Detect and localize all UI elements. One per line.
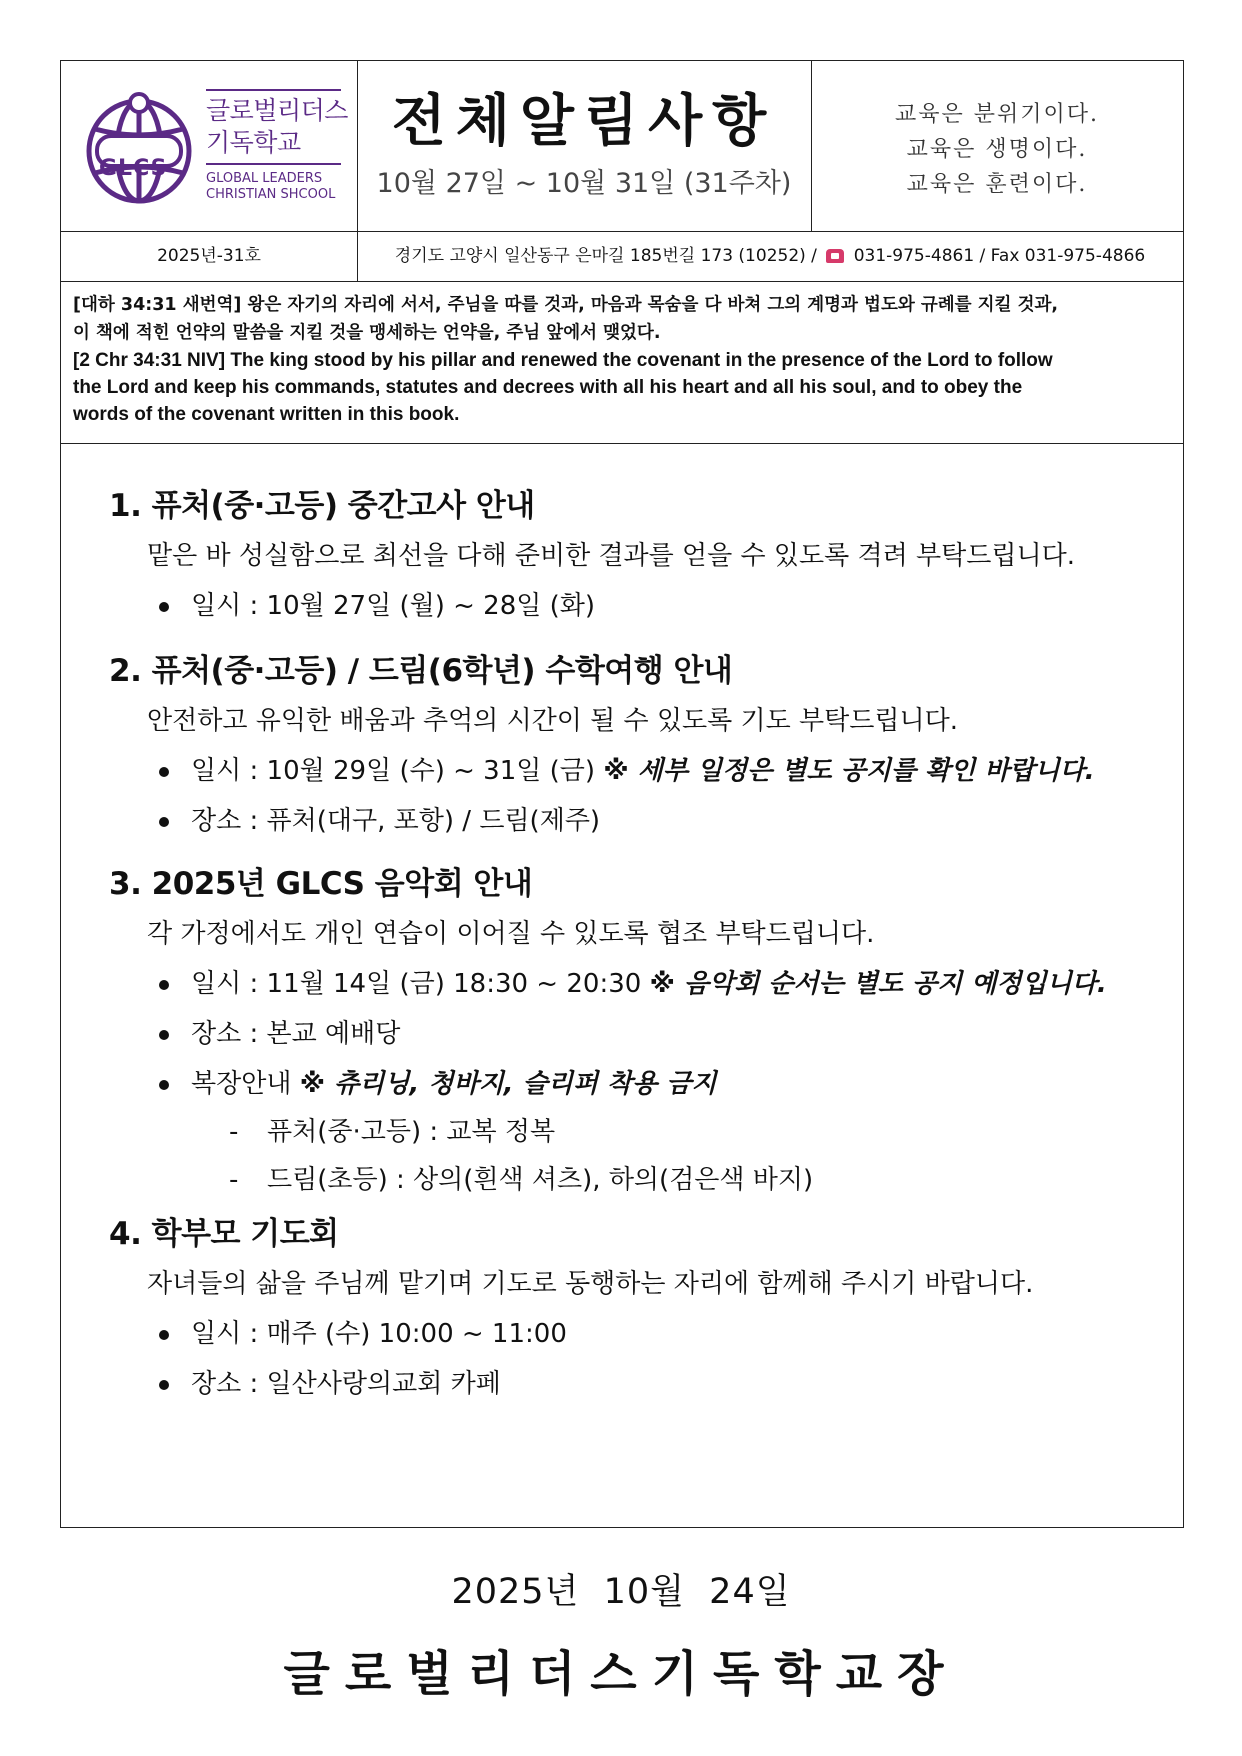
issue-date: 2025년 10월 24일 <box>451 1572 791 1612</box>
bullet-item <box>191 1066 1107 1102</box>
bullet-list <box>109 966 1107 1198</box>
motto-cell <box>811 61 1183 231</box>
bullet-note: ※ 세부 일정은 별도 공지를 확인 바랍니다. <box>603 756 1095 786</box>
bullet-text: 장소 : 본교 예배당 <box>191 1019 401 1049</box>
bullet-text: 일시 : 매주 (수) 10:00 ~ 11:00 <box>191 1319 567 1349</box>
logo-divider <box>206 163 341 165</box>
bullet-text: 복장안내 <box>191 1069 300 1099</box>
bullet-item <box>191 1366 1033 1402</box>
verse-ko-2: 이 책에 적힌 언약의 말씀을 지킬 것을 맹세하는 언약을, 주님 앞에서 맺었다. <box>73 323 661 343</box>
notice-frame <box>60 60 1184 1528</box>
header-row <box>61 61 1183 232</box>
section-title: 3. 2025년 GLCS 음악회 안내 <box>109 866 533 902</box>
signature: 글로벌리더스기독학교장 <box>283 1646 959 1702</box>
logo-cell <box>61 61 358 231</box>
bullet-item <box>191 1316 1033 1352</box>
bullet-text: 일시 : 10월 27일 (월) ~ 28일 (화) <box>191 591 596 621</box>
bullet-item <box>191 1016 1107 1052</box>
issue-number: 2025년-31호 <box>61 231 358 281</box>
logo-abbr: GLCS <box>99 156 168 181</box>
page-title: 전체알림사항 <box>391 89 777 154</box>
verse-ko-1: [대하 34:31 새번역] 왕은 자기의 자리에 서서, 주님을 따를 것과, 마음과 목숨을 다 바쳐 그의 계명과 법도와 규례를 지킬 것과, <box>73 295 1059 315</box>
logo-name-ko-1: 글로벌리더스 <box>206 96 348 125</box>
bullet-item <box>191 753 1095 789</box>
bullet-text: 장소 : 퓨처(대구, 포항) / 드림(제주) <box>191 806 601 836</box>
section-3 <box>109 864 1107 1198</box>
verse-en-1: [2 Chr 34:31 NIV] The king stood by his pillar and renewed the covenant in the presence of the Lord to follow <box>73 350 1053 371</box>
contact-text: 031-975-4861 / Fax 031-975-4866 <box>853 246 1146 266</box>
bullet-text: 일시 : 10월 29일 (수) ~ 31일 (금) <box>191 756 604 786</box>
address-cell <box>357 231 1183 281</box>
bullet-item <box>191 966 1107 1002</box>
motto <box>811 97 1183 202</box>
verse-en-3: words of the covenant written in this book. <box>73 404 460 425</box>
logo-text <box>206 95 348 203</box>
section-desc: 자녀들의 삶을 주님께 맡기며 기도로 동행하는 자리에 함께해 주시기 바랍니다. <box>147 1269 1034 1299</box>
logo-top-rule <box>206 89 341 91</box>
bullet-note: ※ 음악회 순서는 별도 공지 예정입니다. <box>649 969 1107 999</box>
bullet-item <box>191 803 1095 839</box>
verse-box <box>61 281 1183 444</box>
dash-item: - 퓨처(중·고등) : 교복 정복 <box>267 1114 1107 1150</box>
bullet-list <box>109 753 1095 839</box>
logo-name-en-2: CHRISTIAN SHCOOL <box>206 187 336 202</box>
bullet-list <box>109 1316 1033 1402</box>
logo-name-ko-2: 기독학교 <box>206 128 301 157</box>
dash-item: - 드림(초등) : 상의(흰색 셔츠), 하의(검은색 바지) <box>267 1162 1107 1198</box>
section-title: 4. 학부모 기도회 <box>109 1216 339 1252</box>
address-text: 경기도 고양시 일산동구 은마길 185번길 173 (10252) / <box>394 246 817 266</box>
bullet-text: 일시 : 11월 14일 (금) 18:30 ~ 20:30 <box>191 969 650 999</box>
section-4 <box>109 1214 1033 1402</box>
motto-line-3: 교육은 훈련이다. <box>906 172 1088 197</box>
bullet-list <box>109 588 1075 624</box>
phone-icon <box>826 249 844 263</box>
bullet-note: ※ 츄리닝, 청바지, 슬리퍼 착용 금지 <box>299 1069 717 1099</box>
section-desc: 각 가정에서도 개인 연습이 이어질 수 있도록 협조 부탁드립니다. <box>147 919 875 949</box>
section-desc: 맡은 바 성실함으로 최선을 다해 준비한 결과를 얻을 수 있도록 격려 부탁드립니다. <box>147 541 1076 571</box>
bullet-text: 장소 : 일산사랑의교회 카페 <box>191 1369 501 1399</box>
info-row <box>61 231 1183 282</box>
section-desc: 안전하고 유익한 배움과 추억의 시간이 될 수 있도록 기도 부탁드립니다. <box>147 706 959 736</box>
bullet-item <box>191 588 1075 624</box>
motto-line-1: 교육은 분위기이다. <box>894 102 1099 127</box>
section-title: 1. 퓨처(중·고등) 중간고사 안내 <box>109 488 535 524</box>
title-cell <box>357 61 812 231</box>
globe-logo-icon <box>79 89 199 209</box>
page-subtitle: 10월 27일 ~ 10월 31일 (31주차) <box>376 168 792 199</box>
section-title: 2. 퓨처(중·고등) / 드림(6학년) 수학여행 안내 <box>109 653 733 689</box>
logo-name-en-1: GLOBAL LEADERS <box>206 171 323 186</box>
motto-line-2: 교육은 생명이다. <box>906 137 1088 162</box>
section-1 <box>109 486 1075 624</box>
verse-en-2: the Lord and keep his commands, statutes and decrees with all his heart and all his soul, and to obey the <box>73 377 1023 398</box>
section-2 <box>109 651 1095 839</box>
